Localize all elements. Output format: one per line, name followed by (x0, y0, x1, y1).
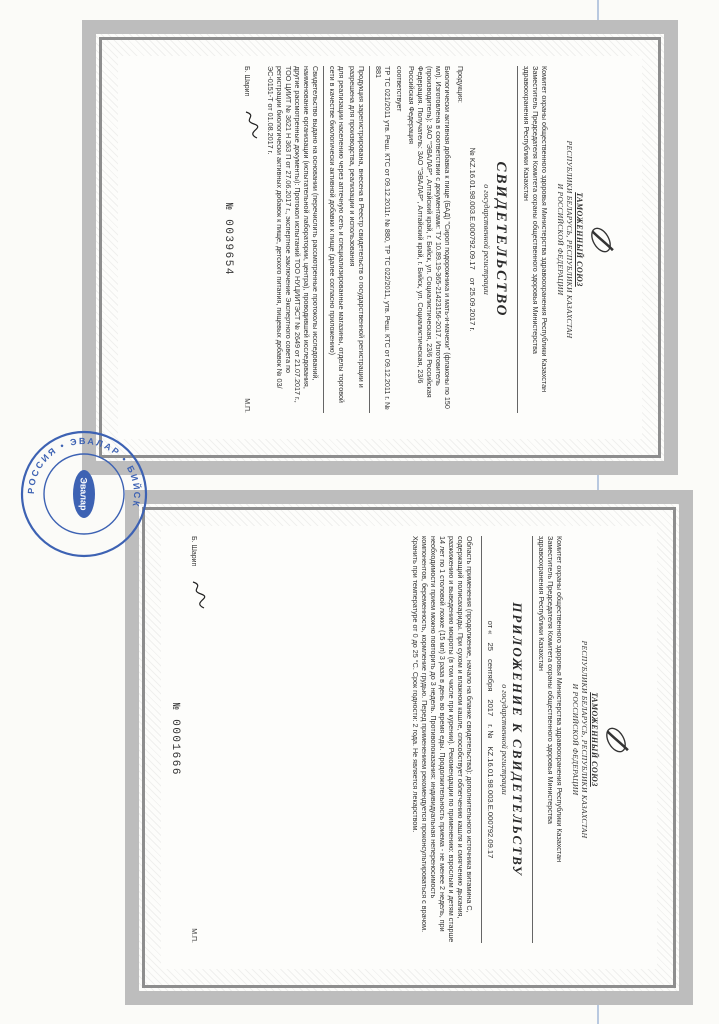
committee-line-1: Комитет охраны общественного здоровья Министерства здравоохранения Республики Казахстан (555, 536, 565, 863)
customs-union-emblem-icon (584, 223, 618, 257)
date-month: сентября (486, 658, 495, 692)
compliance-text: ТР ТС 021/2011 утв. Реш. КТС от 09.12.2011г. № 880, ТР ТС 022/2011, утв. Реш. КТС от 09.12.2011 г. № 881 (373, 66, 392, 410)
union-subtitle-1: РЕСПУБЛИКИ БЕЛАРУСЬ, РЕСПУБЛИКИ КАЗАХСТАН (565, 140, 574, 339)
appendix-serial: № 0001666 (168, 703, 181, 776)
appendix-number-line (486, 536, 495, 943)
certificate-date: от 25.09.2017 г. (468, 277, 478, 332)
union-title: ТАМОЖЕННЫЙ СОЮЗ (575, 192, 584, 287)
spacer (213, 536, 411, 943)
signer-name: Б. Шарип (190, 536, 198, 567)
committee-line-2: Заместитель Председателя Комитета охраны общественного здоровья Министерства (546, 536, 556, 824)
usage-text: Продукция зарегистрирована, внесена в Реестр свидетельств о государственной регистрации и разрешена для производства, реализации и использования (347, 66, 366, 388)
seal-place-label: М.П. (243, 398, 251, 413)
date-day: 25 (486, 642, 495, 651)
appendix-title: ПРИЛОЖЕНИЕ К СВИДЕТЕЛЬСТВУ (510, 602, 526, 877)
divider (323, 66, 324, 413)
date-year: 2017 (486, 699, 495, 717)
registration-certificate (82, 20, 678, 475)
divider (481, 536, 482, 943)
product-text: Биологически активная добавка к пище (БАД) "Сироп подорожника и мать-и-мачехи" (флаконы по 150 мл). Изготовлена в соответствии с документами: ТУ 10.89.19-365-21423156-2017. Изготовитель (производитель): ЗАО "ЭВАЛАР", Алтайский край, г. Бийск, ул. Социалистическая, 23/6 Российская Федерация. Получатель: ЗАО "ЭВАЛАР", Алтайский край, г. Бийск, ул. Социалистическая, 23/6 Российская Федерация (407, 66, 453, 409)
certificate-title: СВИДЕТЕЛЬСТВО (493, 161, 510, 318)
union-subtitle-2: И РОССИЙСКОЙ ФЕДЕРАЦИИ (555, 183, 565, 296)
committee-line-1: Комитет охраны общественного здоровья Министерства здравоохранения Республики Казахстан (540, 66, 550, 393)
appendix-content (161, 526, 641, 953)
appendix-number: KZ.16.01.98.003.E.000792.09.17 (486, 746, 495, 859)
appendix-emblem (599, 536, 633, 943)
company-round-stamp (18, 428, 150, 560)
certificate-content (118, 56, 626, 423)
purpose-text: для реализации населению через аптечную сеть и специализированные магазины, отделы торговой сети в качестве биологически активной добавки к пище (далее согласно приложению) (327, 66, 346, 403)
basis-text: Свидетельство выдано на основании (перечислить рассмотренные протоколы исследований, наименование организации (испытательной лаборатории, центра), проводившей исследования, другие рассмотренные документы): Протокол испытаний ТОО НУЦИИТЭСТ № 2649 от 21.07.2017 г., ТОО ЦИИТ № 3621 Н 363 П от 27.06.2017 г., экспертное заключение Экспертного совета по регистрации биологически активных добавок к пище, детского питания, пищевых добавок № 03/ЭС-0151-Т от 01.08.2017 г. (265, 66, 320, 403)
stamp-outer-text: РОССИЯ • ЭВАЛАР • БИЙСК (25, 435, 143, 510)
seal-place-label: М.П. (190, 928, 198, 943)
certificate-number: № KZ.16.01.98.003.E.000792.09.17 (468, 147, 478, 270)
customs-union-emblem-icon (599, 723, 633, 757)
union-title: ТАМОЖЕННЫЙ СОЮЗ (590, 692, 599, 787)
divider (369, 66, 370, 413)
divider (532, 536, 533, 943)
certificate-emblem (584, 66, 618, 413)
year-suffix: г. № (486, 724, 495, 739)
appendix-subtitle: о государственной регистрации (500, 684, 509, 795)
signature-row (189, 536, 207, 943)
signer-name: Б. Шарип (243, 66, 251, 97)
committee-line-3: здравоохранения Республики Казахстан (537, 536, 547, 671)
compliance-label: соответствует (395, 66, 403, 112)
certificate-appendix (125, 490, 693, 1005)
divider (517, 66, 518, 413)
signature-row (242, 66, 260, 413)
appendix-inner (161, 526, 657, 969)
certificate-serial: № 0039654 (221, 203, 234, 276)
union-subtitle-1: РЕСПУБЛИКИ БЕЛАРУСЬ, РЕСПУБЛИКИ КАЗАХСТАН (580, 640, 589, 839)
certificate-subtitle: о государственной регистрации (482, 184, 492, 295)
appendix-body: Область применения (продолжение, начало на бланке свидетельства): дополнительного источника витамина С, содержащий полисахариды. При сухом и влажном кашле, способствует облегчению кашля и смягчению дыхания, разжижению и выведению мокроты (в том числе при курении). Рекомендации по применению: взрослым и детям старше 14 лет по 1 столовой ложке (15 мл) 3 раза в день во время еды. Продолжительность приема - не менее 2 недель, при необходимости прием можно повторить до 3 недель. Противопоказания: индивидуальная непереносимость компонентов, беременность, кормление грудью. Перед применением рекомендуется проконсультироваться с врачом. Хранить при температуре от 0 до 25 °С. Срок годности: 2 года. Не является лекарством. (410, 536, 474, 943)
handwritten-signature (189, 580, 207, 610)
certificate-number-line (468, 66, 477, 413)
committee-line-2: Заместитель Председателя Комитета охраны общественного здоровья Министерства (531, 66, 541, 354)
committee-line-3: здравоохранения Республики Казахстан (522, 66, 532, 201)
stamp-center-text: Эвалар (78, 477, 89, 511)
certificate-inner (118, 56, 642, 439)
handwritten-signature (242, 110, 260, 140)
date-prefix: от « (486, 620, 495, 635)
union-subtitle-2: И РОССИЙСКОЙ ФЕДЕРАЦИИ (570, 683, 580, 796)
product-label: Продукция: (456, 66, 464, 103)
